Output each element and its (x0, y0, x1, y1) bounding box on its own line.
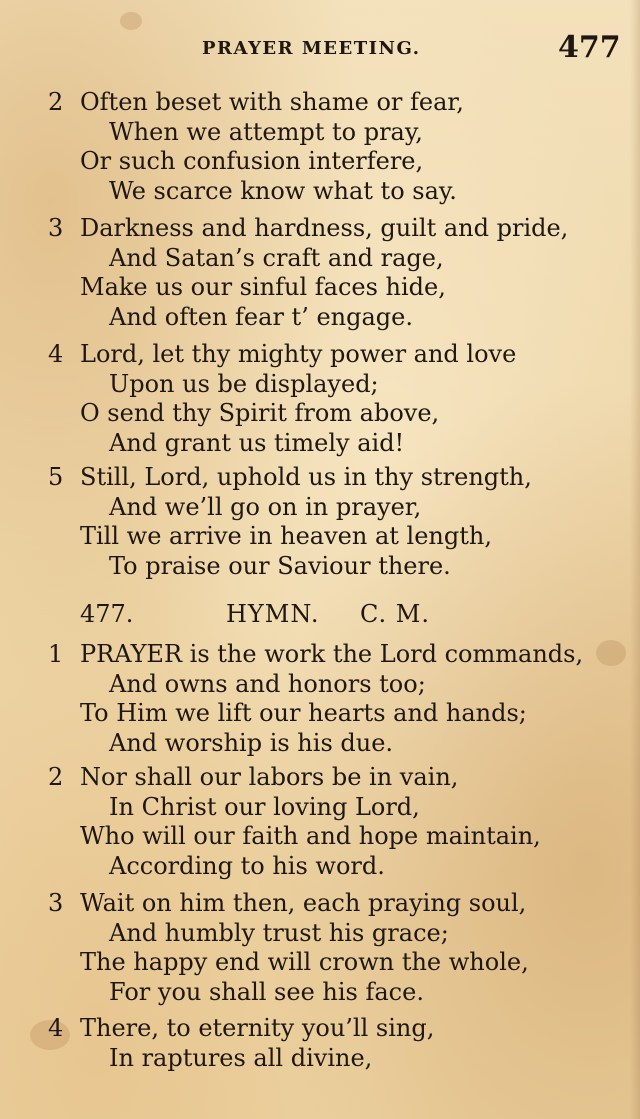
verse (0, 340, 640, 458)
verse-number: 3 (48, 214, 64, 242)
verse-line (0, 729, 640, 759)
verse-text: According to his word. (109, 851, 385, 880)
verse (0, 214, 640, 332)
verse-line (0, 340, 640, 370)
verse-line (0, 699, 640, 729)
verse-line (0, 948, 640, 978)
verse-line (0, 763, 640, 793)
verse-line (0, 88, 640, 118)
verse-text: And humbly trust his grace; (109, 918, 449, 947)
verse-line (0, 493, 640, 523)
verse-text: When we attempt to pray, (109, 117, 423, 146)
verse (0, 463, 640, 581)
verse-number: 4 (48, 340, 64, 368)
verse-line (0, 273, 640, 303)
verse-text: Upon us be displayed; (109, 369, 379, 398)
verse-text: Still, Lord, uphold us in thy strength, (80, 463, 532, 491)
hymn-heading (0, 597, 640, 631)
verse-number: 5 (48, 463, 64, 491)
verse-text: Who will our faith and hope maintain, (80, 822, 541, 850)
verse-text: And often fear t’ engage. (109, 302, 413, 331)
verse-line (0, 640, 640, 670)
verse-line (0, 1014, 640, 1044)
verse-line (0, 919, 640, 949)
verse (0, 640, 640, 758)
paper-stain (120, 12, 142, 30)
verse-line (0, 463, 640, 493)
verse-text: Lord, let thy mighty power and love (80, 340, 517, 368)
verse (0, 1014, 640, 1073)
page-number: 477 (558, 30, 621, 65)
verse-line (0, 822, 640, 852)
verse-line (0, 214, 640, 244)
verse-text: The happy end will crown the whole, (80, 948, 529, 976)
hymn-number: 477. (80, 600, 134, 628)
verse-line (0, 429, 640, 459)
verse (0, 88, 640, 206)
verse-text: For you shall see his face. (109, 977, 424, 1006)
verse-number: 3 (48, 889, 64, 917)
verse-text: PRAYER is the work the Lord commands, (80, 640, 584, 668)
verse-text: O send thy Spirit from above, (80, 399, 440, 427)
verse-text: Darkness and hardness, guilt and pride, (80, 214, 569, 242)
running-title: PRAYER MEETING. (202, 38, 421, 59)
verse-text: We scarce know what to say. (109, 176, 457, 205)
verse (0, 889, 640, 1007)
verse-line (0, 552, 640, 582)
verse-number: 1 (48, 640, 64, 668)
verse-text: Make us our sinful faces hide, (80, 273, 446, 301)
verse-line (0, 670, 640, 700)
verse-line (0, 852, 640, 882)
verse (0, 763, 640, 881)
verse-line (0, 978, 640, 1008)
verse-line (0, 370, 640, 400)
verse-line (0, 793, 640, 823)
verse-text: Till we arrive in heaven at length, (80, 522, 492, 550)
verse-text: To praise our Saviour there. (109, 551, 451, 580)
verse-text: And grant us timely aid! (109, 428, 405, 457)
verse-text: In raptures all divine, (109, 1043, 373, 1072)
verse-line (0, 303, 640, 333)
verse-line (0, 522, 640, 552)
hymn-meter: C. M. (360, 600, 430, 628)
verse-line (0, 244, 640, 274)
verse-line (0, 177, 640, 207)
verse-number: 2 (48, 763, 64, 791)
verse-text: Often beset with shame or fear, (80, 88, 464, 116)
verse-line (0, 889, 640, 919)
verse-text: And worship is his due. (109, 728, 394, 757)
verse-line (0, 147, 640, 177)
verse-line (0, 118, 640, 148)
verse-number: 2 (48, 88, 64, 116)
hymn-title: HYMN. (226, 600, 320, 628)
verse-text: Or such confusion interfere, (80, 147, 424, 175)
verse-text: And owns and honors too; (109, 669, 426, 698)
verse-line (0, 1044, 640, 1074)
verse-text: There, to eternity you’ll sing, (80, 1014, 435, 1042)
verse-text: Nor shall our labors be in vain, (80, 763, 459, 791)
verse-line (0, 399, 640, 429)
verse-text: And Satan’s craft and rage, (109, 243, 444, 272)
verse-text: Wait on him then, each praying soul, (80, 889, 527, 917)
verse-text: In Christ our loving Lord, (109, 792, 420, 821)
page-header (0, 30, 640, 70)
verse-text: And we’ll go on in prayer, (109, 492, 422, 521)
verse-number: 4 (48, 1014, 64, 1042)
verse-text: To Him we lift our hearts and hands; (80, 699, 527, 727)
